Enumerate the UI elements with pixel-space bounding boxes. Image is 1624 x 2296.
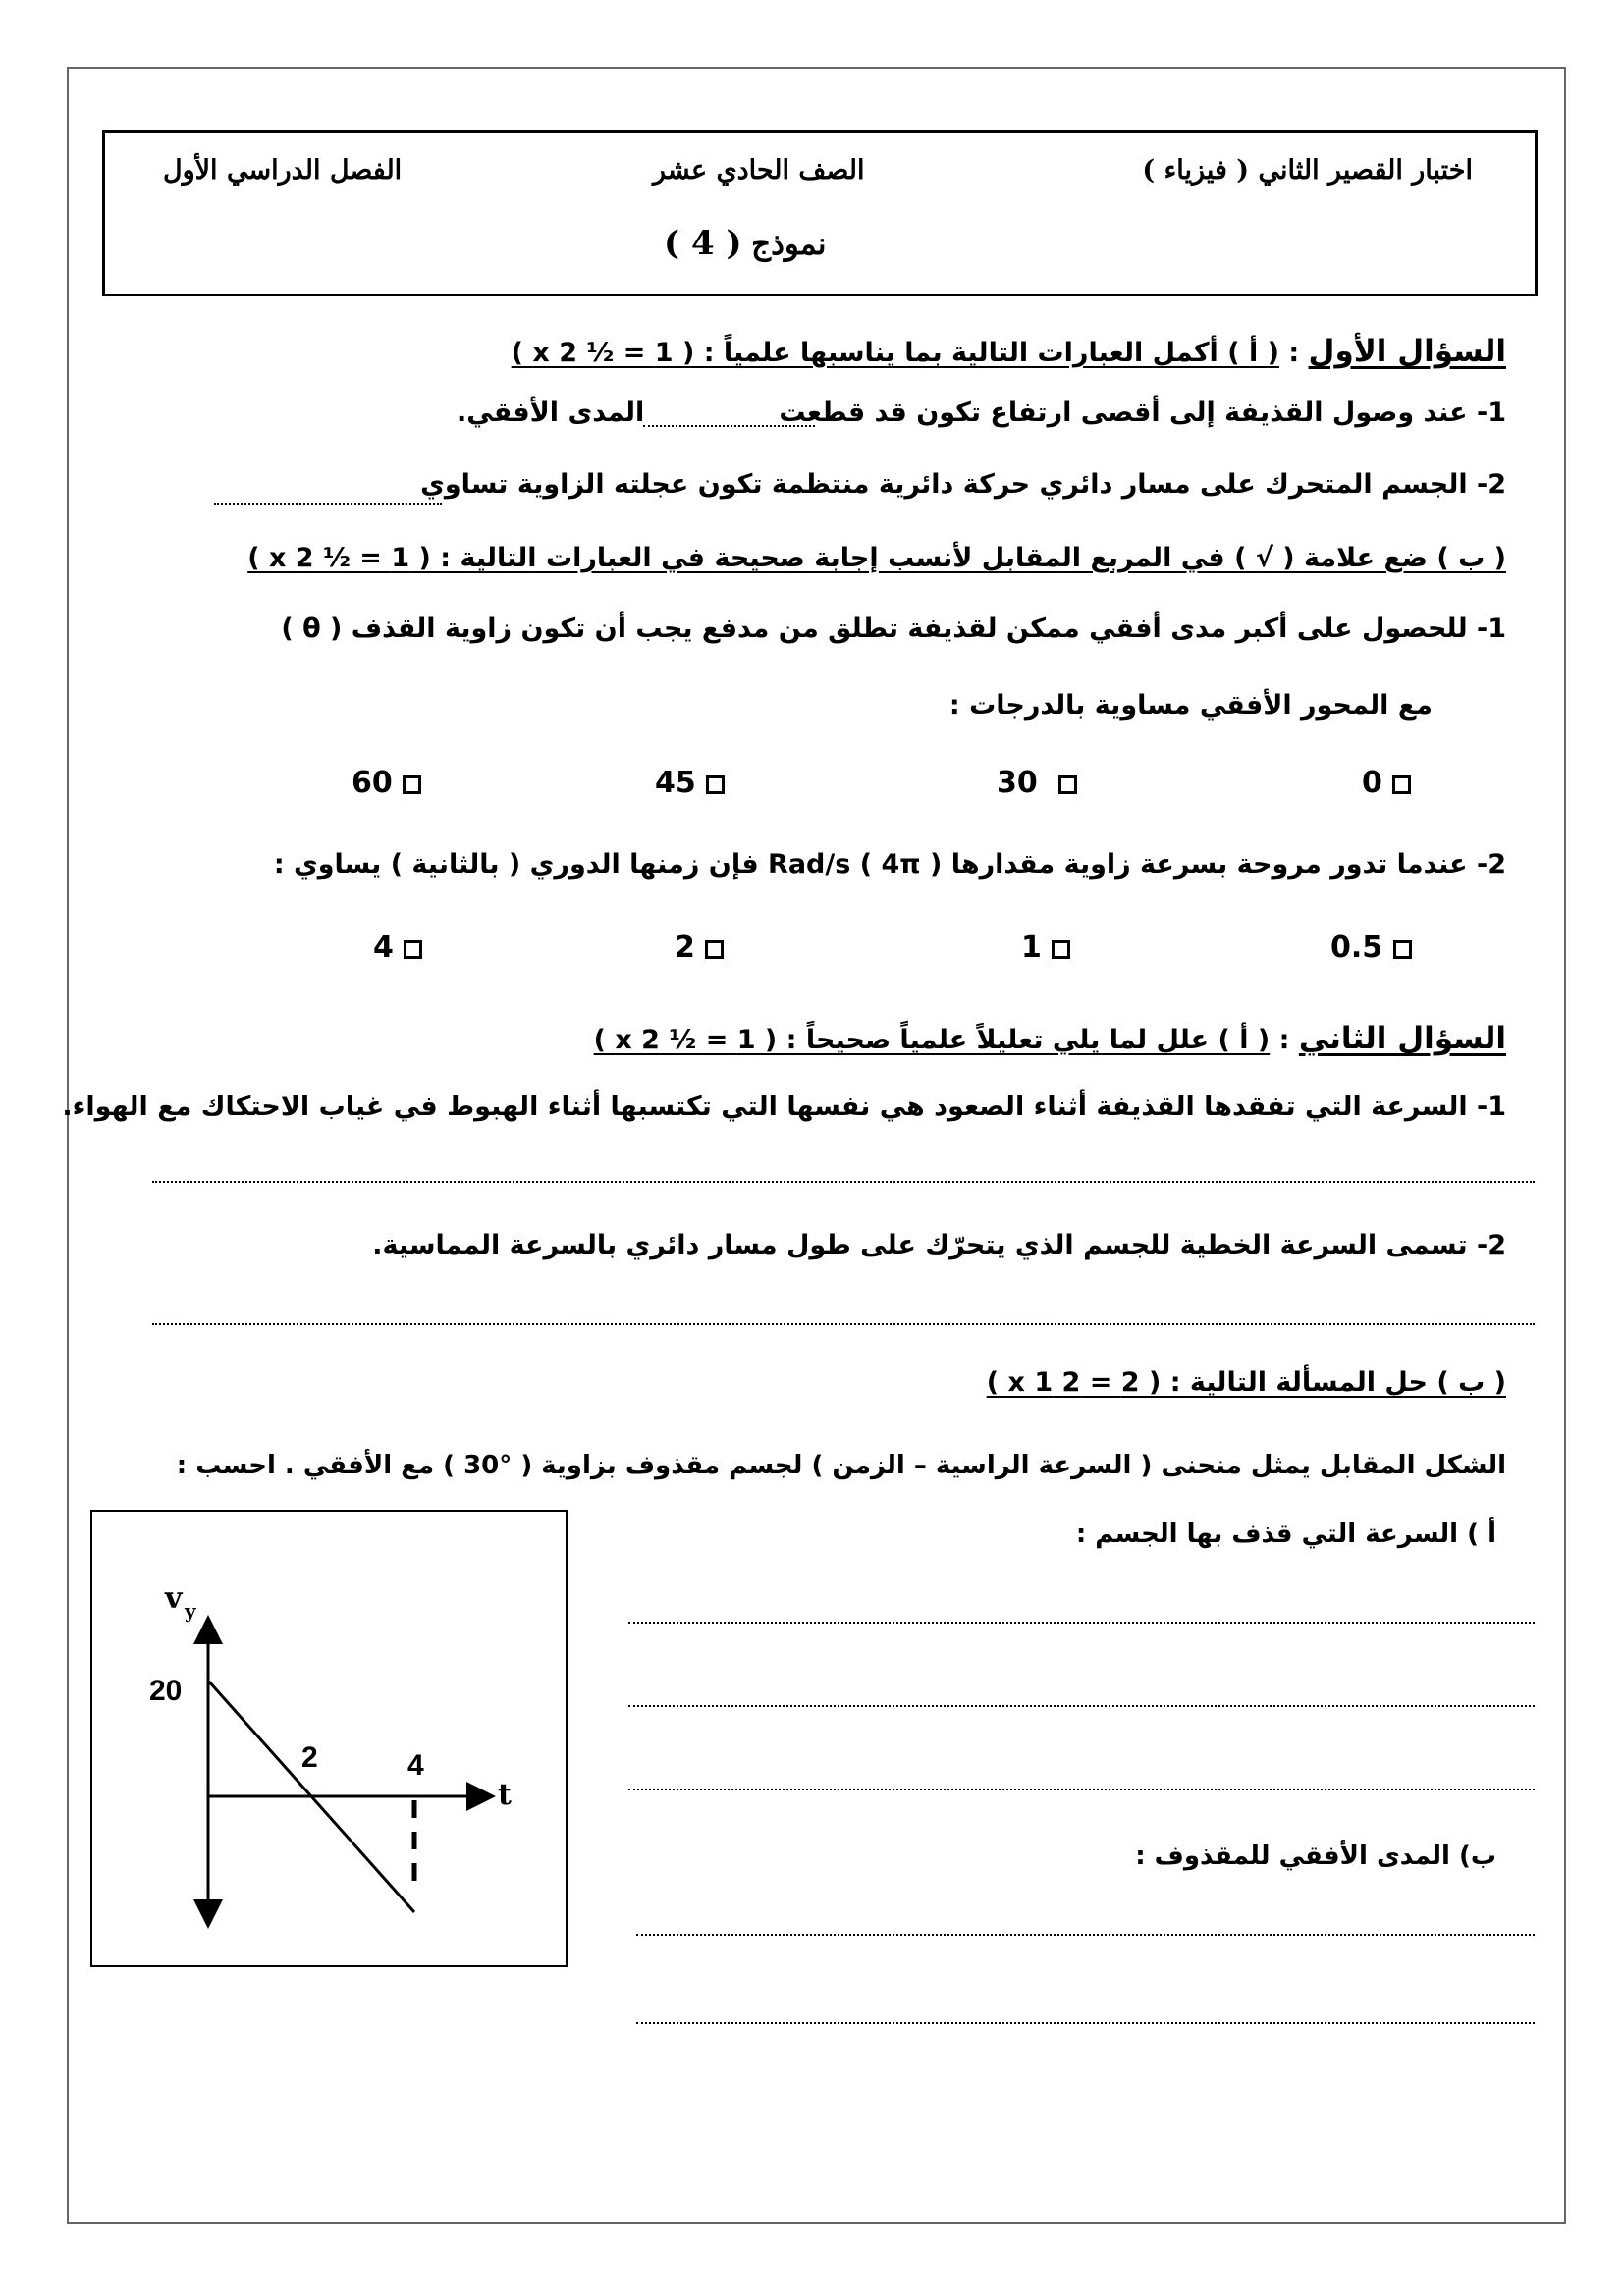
q1-b2: 2- عندما تدور مروحة بسرعة زاوية مقدارها ( 4π ) Rad/s فإن زمنها الدوري ( بالثانية ) يساوي : xyxy=(273,849,1506,880)
option: 60 xyxy=(352,766,421,800)
q2-part-a: ( أ ) علل لما يلي تعليلاً علمياً صحيحاً : ( 1 = ½ x 2 ) xyxy=(593,1025,1271,1055)
y-axis-label: v xyxy=(165,1581,183,1616)
exam-title: اختبار القصير الثاني ( فيزياء ) xyxy=(1142,155,1473,186)
option: 0.5 xyxy=(1330,931,1412,965)
x-tick-label: 4 xyxy=(407,1749,424,1782)
model-number: ( 4 ) xyxy=(664,224,742,263)
problem-text: الشكل المقابل يمثل منحنى ( السرعة الراسية – الزمن ) لجسم مقذوف بزاوية ( °30 ) مع الأفقي . احسب : xyxy=(176,1451,1506,1480)
q1-part-b: ( ب ) ضع علامة ( √ ) في المربع المقابل لأنسب إجابة صحيحة في العبارات التالية : ( 1 = ½ x 2 ) xyxy=(247,543,1506,573)
model-label: نموذج xyxy=(751,227,827,262)
q2-a2: 2- تسمى السرعة الخطية للجسم الذي يتحرّك على طول مسار دائري بالسرعة المماسية. xyxy=(372,1230,1506,1260)
x-tick-label: 2 xyxy=(301,1741,318,1774)
answer-line xyxy=(152,1181,1535,1183)
option: 4 xyxy=(373,931,422,965)
option: 0 xyxy=(1362,766,1411,800)
q2-title: السؤال الثاني xyxy=(1298,1021,1506,1056)
semester-label: الفصل الدراسي الأول xyxy=(163,155,403,186)
q2-heading: السؤال الثاني : ( أ ) علل لما يلي تعليلاً علمياً صحيحاً : ( 1 = ½ x 2 ) xyxy=(593,1021,1506,1056)
q1-b1-line2: مع المحور الأفقي مساوية بالدرجات : xyxy=(948,690,1433,721)
q2-part-b: ( ب ) حل المسألة التالية : ( 2 = 2 x 1 ) xyxy=(986,1367,1506,1398)
checkbox[interactable] xyxy=(706,775,725,794)
q1-b1-line1: 1- للحصول على أكبر مدى أفقي ممكن لقذيفة تطلق من مدفع يجب أن تكون زاوية القذف ( θ ) xyxy=(281,614,1506,644)
q1-a1: 1- عند وصول القذيفة إلى أقصى ارتفاع تكون قد قطعت xyxy=(779,398,1506,428)
option: 2 xyxy=(675,931,724,965)
option: 30 xyxy=(997,766,1077,800)
q1-title: السؤال الأول xyxy=(1308,334,1506,369)
model-line xyxy=(664,224,826,263)
y-tick-label: 20 xyxy=(149,1675,183,1707)
q2-a1: 1- السرعة التي تفقدها القذيفة أثناء الصعود هي نفسها التي تكتسبها أثناء الهبوط في غياب الاحتكاك مع الهواء. xyxy=(62,1092,1506,1122)
checkbox[interactable] xyxy=(705,940,724,959)
q1-a2: 2- الجسم المتحرك على مسار دائري حركة دائرية منتظمة تكون عجلته الزاوية تساوي xyxy=(420,469,1506,500)
answer-line xyxy=(628,1705,1535,1707)
option: 1 xyxy=(1021,931,1070,965)
answer-line xyxy=(636,2022,1535,2024)
checkbox[interactable] xyxy=(1392,775,1411,794)
checkbox[interactable] xyxy=(1393,940,1412,959)
checkbox[interactable] xyxy=(403,775,421,794)
checkbox[interactable] xyxy=(1058,775,1077,794)
sub-question-b: ب) المدى الأفقي للمقذوف : xyxy=(1135,1842,1496,1871)
y-axis-label-subscript: y xyxy=(185,1599,196,1623)
x-axis-label: t xyxy=(498,1778,512,1812)
checkbox[interactable] xyxy=(404,940,422,959)
answer-line xyxy=(628,1622,1535,1624)
grade-label: الصف الحادي عشر xyxy=(653,155,865,186)
option: 45 xyxy=(655,766,725,800)
sub-question-a: أ ) السرعة التي قذف بها الجسم : xyxy=(1075,1520,1496,1549)
answer-blank xyxy=(643,425,815,427)
answer-line xyxy=(636,1934,1535,1936)
q1-a1-end: المدى الأفقي. xyxy=(457,398,645,428)
q1-part-a: ( أ ) أكمل العبارات التالية بما يناسبها علمياً : ( 1 = ½ x 2 ) xyxy=(511,338,1279,368)
checkbox[interactable] xyxy=(1052,940,1070,959)
answer-line xyxy=(152,1323,1535,1325)
q1-heading: السؤال الأول : ( أ ) أكمل العبارات التالية بما يناسبها علمياً : ( 1 = ½ x 2 ) xyxy=(511,334,1506,369)
answer-blank xyxy=(214,503,442,505)
velocity-time-chart xyxy=(90,1510,568,1967)
answer-line xyxy=(628,1789,1535,1790)
